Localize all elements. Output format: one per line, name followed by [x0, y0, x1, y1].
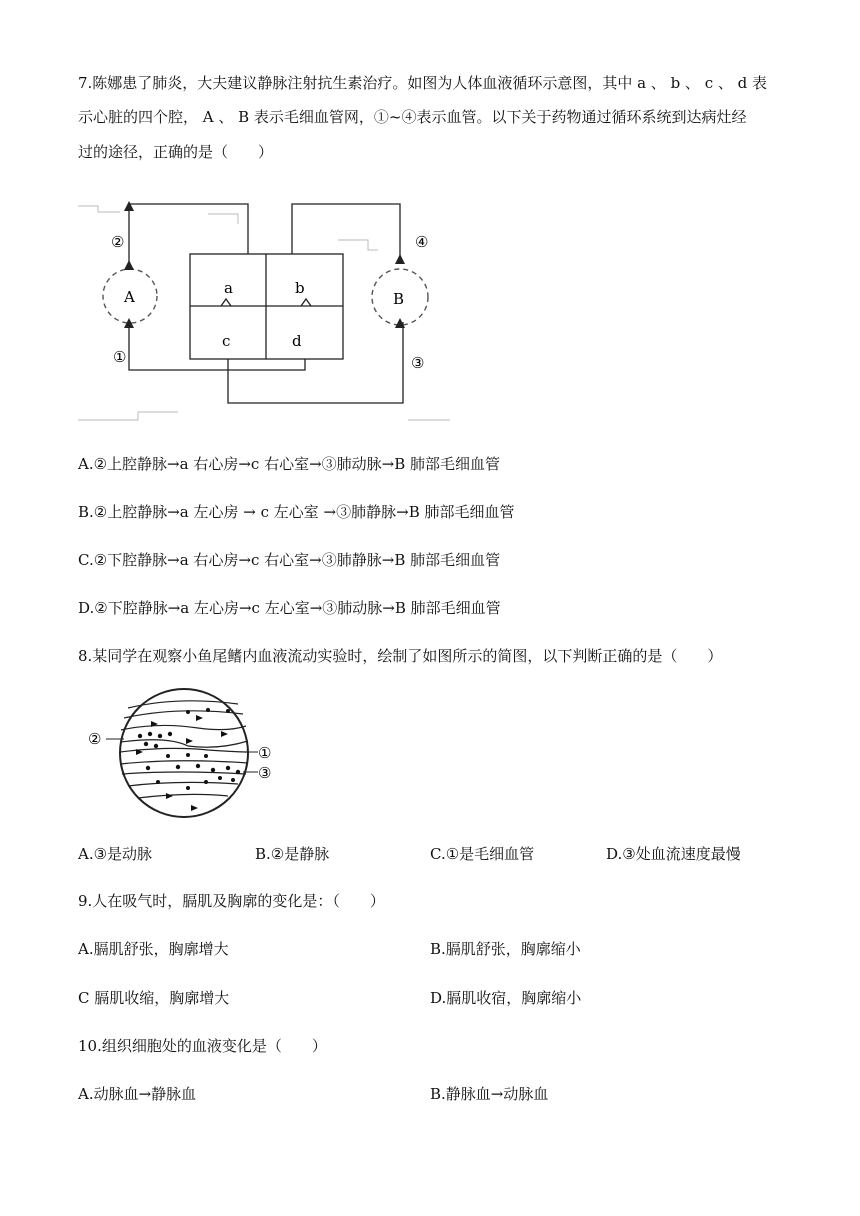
- q9-option-d[interactable]: D.膈肌收宿，胸廓缩小: [430, 989, 582, 1007]
- label-vessel-3: ③: [411, 354, 425, 372]
- q10-option-b[interactable]: B.静脉血→动脉血: [430, 1085, 549, 1103]
- blood-circulation-diagram: [78, 198, 450, 426]
- q8-option-c[interactable]: C.①是毛细血管: [430, 845, 535, 863]
- q9-stem: 9.人在吸气时，膈肌及胸廓的变化是：（ ）: [78, 892, 385, 910]
- q7-stem-line-2: 示心脏的四个腔， A 、 B 表示毛细血管网，①~④表示血管。以下关于药物通过循环系统到达病灶经: [78, 108, 747, 126]
- q10-option-a[interactable]: A.动脉血→静脉血: [78, 1085, 197, 1103]
- q7-stem-line-1: 7.陈娜患了肺炎，大夫建议静脉注射抗生素治疗。如图为人体血液循环示意图，其中 a 、 b 、 c 、 d 表: [78, 74, 768, 92]
- q7-option-a[interactable]: A.②上腔静脉→a 右心房→c 右心室→③肺动脉→B 肺部毛细血管: [78, 455, 500, 473]
- q8-option-b[interactable]: B.②是静脉: [255, 845, 330, 863]
- label-chamber-d: d: [292, 332, 302, 350]
- fish-tail-blood-flow-diagram: [88, 686, 288, 822]
- q8-stem: 8.某同学在观察小鱼尾鳍内血液流动实验时，绘制了如图所示的简图，以下判断正确的是（ ）: [78, 647, 723, 665]
- q9-option-c[interactable]: C 膈肌收缩，胸廓增大: [78, 989, 230, 1007]
- label-chamber-a: a: [224, 279, 233, 297]
- label-vessel-4: ④: [415, 233, 429, 251]
- q8-option-d[interactable]: D.③处血流速度最慢: [606, 845, 741, 863]
- q7-option-c[interactable]: C.②下腔静脉→a 右心房→c 右心室→③肺静脉→B 肺部毛细血管: [78, 551, 501, 569]
- q7-option-d[interactable]: D.②下腔静脉→a 左心房→c 左心室→③肺动脉→B 肺部毛细血管: [78, 599, 501, 617]
- label-B: B: [393, 290, 405, 308]
- q8-label-1: ①: [258, 744, 272, 762]
- label-vessel-1: ①: [113, 348, 127, 366]
- q8-option-a[interactable]: A.③是动脉: [78, 845, 153, 863]
- q7-option-b[interactable]: B.②上腔静脉→a 左心房 → c 左心室 →③肺静脉→B 肺部毛细血管: [78, 503, 515, 521]
- label-chamber-b: b: [295, 279, 305, 297]
- label-A: A: [124, 288, 135, 306]
- q8-label-3: ③: [258, 764, 272, 782]
- q9-option-b[interactable]: B.膈肌舒张，胸廓缩小: [430, 940, 581, 958]
- q9-option-a[interactable]: A.膈肌舒张，胸廓增大: [78, 940, 229, 958]
- label-chamber-c: c: [222, 332, 231, 350]
- q7-stem-line-3: 过的途径，正确的是（ ）: [78, 143, 274, 161]
- label-vessel-2: ②: [111, 233, 125, 251]
- q10-stem: 10.组织细胞处的血液变化是（ ）: [78, 1037, 327, 1055]
- q8-label-2: ②: [88, 730, 102, 748]
